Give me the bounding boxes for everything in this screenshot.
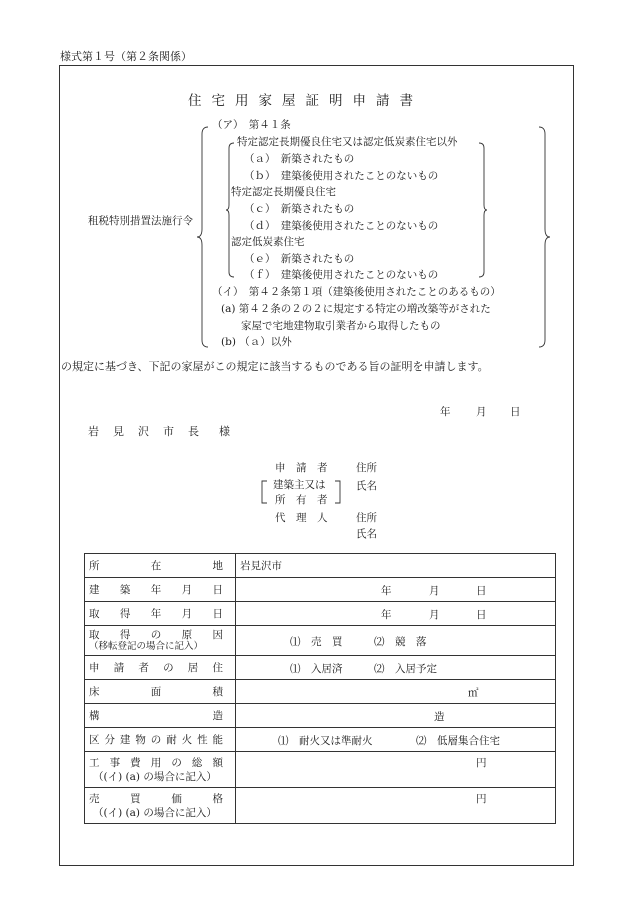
a3-f: （ｆ） 建築後使用されたことのないもの [244, 269, 439, 281]
applicant-address-label: 住所 [356, 462, 377, 474]
structure-label: 構 造 [85, 704, 236, 728]
agent-name-label: 氏名 [356, 528, 377, 540]
built-date-label: 建 築 年 月 日 [85, 578, 236, 602]
sale-price-label: 売 買 価 格 （(イ) (a) の場合に記入） [85, 788, 236, 824]
location-value[interactable]: 岩見沢市 [236, 554, 556, 578]
statement: の規定に基づき、下記の家屋がこの規定に該当するものである旨の証明を申請します。 [61, 360, 489, 373]
residence-option-planned[interactable]: ⑵ 入居予定 [374, 663, 437, 675]
table-row [85, 554, 556, 578]
table-row [85, 626, 556, 656]
acquisition-cause-label: 取 得 の 原 因 （移転登記の場合に記入） [85, 626, 236, 656]
agent-address-label: 住所 [356, 512, 377, 524]
a2-c: （ｃ） 新築されたもの [244, 203, 355, 215]
floor-area-value[interactable]: ㎡ [236, 680, 556, 704]
acquired-date-label: 取 得 年 月 日 [85, 602, 236, 626]
law-name: 租税特別措置法施行令 [88, 215, 193, 227]
owner-left-bracket [260, 480, 268, 504]
a1-a: （ａ） 新築されたもの [244, 153, 355, 165]
date-day: 日 [510, 406, 521, 418]
b-a-line2: 家屋で宅地建物取引業者から取得したもの [241, 320, 441, 332]
location-label: 所 在 地 [85, 554, 236, 578]
addressee-char: 岩 [88, 425, 99, 438]
addressee-char: 長 [188, 425, 199, 438]
construction-cost-label: 工 事 費 用 の 総 額 （(イ) (a) の場合に記入） [85, 752, 236, 788]
a2-label: 特定認定長期優良住宅 [231, 186, 336, 198]
owner-line1: 建築主又は [273, 479, 326, 491]
acquisition-cause-options[interactable] [236, 626, 556, 656]
fire-resistance-options[interactable] [236, 728, 556, 752]
residence-options[interactable] [236, 656, 556, 680]
date-month: 月 [476, 406, 487, 418]
table-row [85, 788, 556, 824]
a1-label: 特定認定長期優良住宅又は認定低炭素住宅以外 [237, 136, 458, 148]
form-number: 様式第１号（第２条関係） [60, 50, 192, 63]
left-outer-brace [196, 126, 210, 348]
residence-option-moved-in[interactable]: ⑴ 入居済 [290, 663, 343, 675]
table-row [85, 680, 556, 704]
b-b: (b) （ａ）以外 [221, 336, 292, 348]
a1-b: （ｂ） 建築後使用されたことのないもの [244, 170, 439, 182]
b-a-line1: (a) 第４２条の２の２に規定する特定の増改築等がされた [221, 303, 491, 315]
sale-price-value[interactable]: 円 [236, 788, 556, 824]
cause-option-sale[interactable]: ⑴ 売 買 [290, 636, 343, 648]
table-row [85, 704, 556, 728]
fire-resistance-label: 区 分 建 物 の 耐 火 性 能 [85, 728, 236, 752]
table-row [85, 752, 556, 788]
applicant-label: 申 請 者 [275, 462, 328, 474]
addressee-char: 沢 [138, 425, 149, 438]
built-date-value[interactable]: 年 月 日 [236, 578, 556, 602]
table-row [85, 656, 556, 680]
article-41-header: （ア） 第４１条 [212, 119, 291, 131]
addressee-char: 見 [113, 425, 124, 438]
a3-label: 認定低炭素住宅 [231, 236, 305, 248]
agent-label: 代 理 人 [275, 512, 328, 524]
construction-cost-value[interactable]: 円 [236, 752, 556, 788]
owner-right-bracket [334, 480, 342, 504]
addressee-honorific: 様 [219, 425, 230, 438]
fire-option-low-rise[interactable]: ⑵ 低層集合住宅 [416, 735, 500, 747]
cause-option-auction[interactable]: ⑵ 競 落 [374, 636, 427, 648]
page-title: 住宅用家屋証明申請書 [188, 93, 423, 109]
addressee-char: 市 [163, 425, 174, 438]
table-row [85, 602, 556, 626]
structure-value[interactable]: 造 [236, 704, 556, 728]
property-table [84, 553, 556, 824]
applicant-name-label: 氏名 [356, 480, 377, 492]
floor-area-label: 床 面 積 [85, 680, 236, 704]
addressee [88, 423, 230, 439]
acquired-date-value[interactable]: 年 月 日 [236, 602, 556, 626]
table-row [85, 728, 556, 752]
a3-e: （ｅ） 新築されたもの [244, 253, 355, 265]
right-outer-brace [537, 126, 551, 348]
date-year: 年 [440, 406, 451, 418]
residence-label: 申 請 者 の 居 住 [85, 656, 236, 680]
right-inner-brace [478, 142, 488, 278]
owner-line2: 所 有 者 [275, 494, 328, 506]
a2-d: （ｄ） 建築後使用されたことのないもの [244, 220, 439, 232]
fire-option-fireproof[interactable]: ⑴ 耐火又は準耐火 [278, 735, 373, 747]
table-row [85, 578, 556, 602]
left-inner-brace [225, 142, 235, 278]
article-42-header: （イ） 第４２条第１項（建築後使用されたことのあるもの） [212, 286, 501, 298]
